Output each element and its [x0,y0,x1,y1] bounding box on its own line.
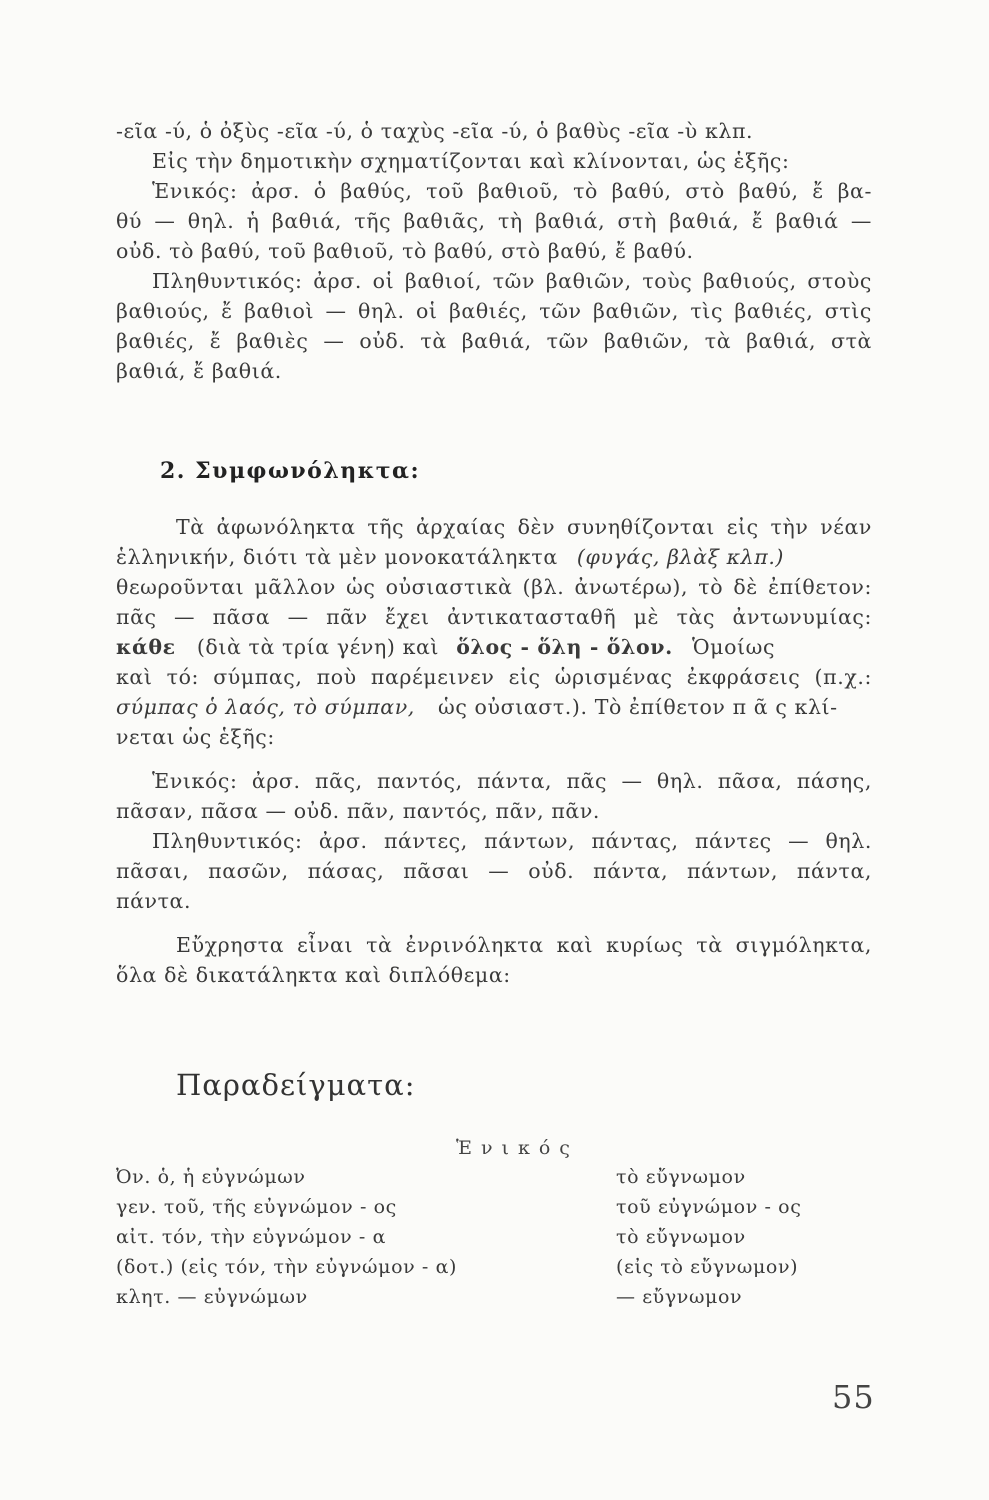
text-line: θεωροῦνται μᾶλλον ὡς οὐσιαστικὰ (βλ. ἀνωτέρω), τὸ δὲ ἐπίθετον: [116,575,872,599]
declension-row: — εὔγνωμον [616,1286,743,1308]
text-line: Πληθυντικός: ἀρσ. οἱ βαθιοί, τῶν βαθιῶν, τοὺς βαθιούς, στοὺς [152,269,872,293]
text-line: καὶ τό: σύμπας, ποὺ παρέμεινεν εἰς ὡρισμένας ἐκφράσεις (π.χ.: [116,665,872,689]
singular-label: Ἑνικός [456,1137,579,1159]
text-line: Τὰ ἀφωνόληκτα τῆς ἀρχαίας δὲν συνηθίζονται εἰς τὴν νέαν [176,515,872,539]
text-segment: Ὁμοίως [691,635,776,659]
text-line: πᾶσαν, πᾶσα — οὐδ. πᾶν, παντός, πᾶν, πᾶν. [116,799,601,823]
declension-left [116,1162,457,1312]
text-line: νεται ὡς ἑξῆς: [116,725,275,749]
declension-row: (εἰς τὸ εὔγνωμον) [616,1256,799,1278]
declension-row: Ὀν. ὁ, ἡ εὐγνώμων [116,1166,306,1188]
text-segment: ὡς οὐσιαστ.). Τὸ ἐπίθετον π ᾶ ς κλί- [438,695,838,719]
declension-row: αἰτ. τόν, τὴν εὐγνώμον - α [116,1226,386,1248]
text-line: Εὔχρηστα εἶναι τὰ ἐνρινόληκτα καὶ κυρίως τὰ σιγμόληκτα, [176,933,872,957]
declension-row: (δοτ.) (εἰς τόν, τὴν εὐγνώμον - α) [116,1256,458,1278]
text-line: ὅλα δὲ δικατάληκτα καὶ διπλόθεμα: [116,963,511,987]
text-line: θύ — θηλ. ἡ βαθιά, τῆς βαθιᾶς, τὴ βαθιά, στὴ βαθιά, ἔ βαθιά — [116,209,872,233]
declension-row: τοῦ εὐγνώμον - ος [616,1196,802,1218]
declension-row: τὸ εὔγνωμον [616,1166,746,1188]
bold-term: ὅλος - ὅλη - ὅλον. [456,635,673,659]
declension-row: τὸ εὔγνωμον [616,1226,746,1248]
text-segment: ἑλληνικήν, διότι τὰ μὲν μονοκατάληκτα [116,545,558,569]
text-line: πάντα. [116,889,192,913]
text-line: πᾶς — πᾶσα — πᾶν ἔχει ἀντικατασταθῆ μὲ τὰς ἀντωνυμίας: [116,605,872,629]
text-line: Πληθυντικός: ἀρσ. πάντες, πάντων, πάντας, πάντες — θηλ. [152,829,872,853]
text-line: Εἰς τὴν δημοτικὴν σχηματίζονται καὶ κλίνονται, ὡς ἑξῆς: [152,149,790,173]
page-number: 55 [832,1378,875,1416]
declension-row: γεν. τοῦ, τῆς εὐγνώμον - ος [116,1196,397,1218]
text-segment: (διὰ τὰ τρία γένη) καὶ [196,635,440,659]
text-line [116,692,872,722]
text-line: οὐδ. τὸ βαθύ, τοῦ βαθιοῦ, τὸ βαθύ, στὸ βαθύ, ἔ βαθύ. [116,239,694,263]
text-line: βαθιούς, ἔ βαθιοὶ — θηλ. οἱ βαθιές, τῶν βαθιῶν, τὶς βαθιές, στὶς [116,299,872,323]
text-line [116,542,872,572]
text-line [116,632,872,662]
examples-title: Παραδείγματα: [176,1068,416,1102]
text-line: -εῖα -ύ, ὁ ὀξὺς -εῖα -ύ, ὁ ταχὺς -εῖα -ύ, ὁ βαθὺς -εῖα -ὺ κλπ. [116,119,754,143]
text-line: πᾶσαι, πασῶν, πάσας, πᾶσαι — οὐδ. πάντα, πάντων, πάντα, [116,859,872,883]
italic-phrase: σύμπας ὁ λαός, τὸ σύμπαν, [116,695,415,719]
declension-row: κλητ. — εὐγνώμων [116,1286,308,1308]
declension-right [616,1162,801,1312]
italic-examples: (φυγάς, βλὰξ κλπ.) [576,545,785,569]
section-heading: 2. Συμφωνόληκτα: [160,458,421,484]
text-line: βαθιά, ἔ βαθιά. [116,359,282,383]
text-line: βαθιές, ἔ βαθιὲς — οὐδ. τὰ βαθιά, τῶν βαθιῶν, τὰ βαθιά, στὰ [116,329,872,353]
text-line: Ἑνικός: ἀρσ. πᾶς, παντός, πάντα, πᾶς — θηλ. πᾶσα, πάσης, [152,769,872,793]
text-line: Ἑνικός: ἀρσ. ὁ βαθύς, τοῦ βαθιοῦ, τὸ βαθύ, στὸ βαθύ, ἔ βα- [152,179,872,203]
bold-term: κάθε [116,635,176,659]
